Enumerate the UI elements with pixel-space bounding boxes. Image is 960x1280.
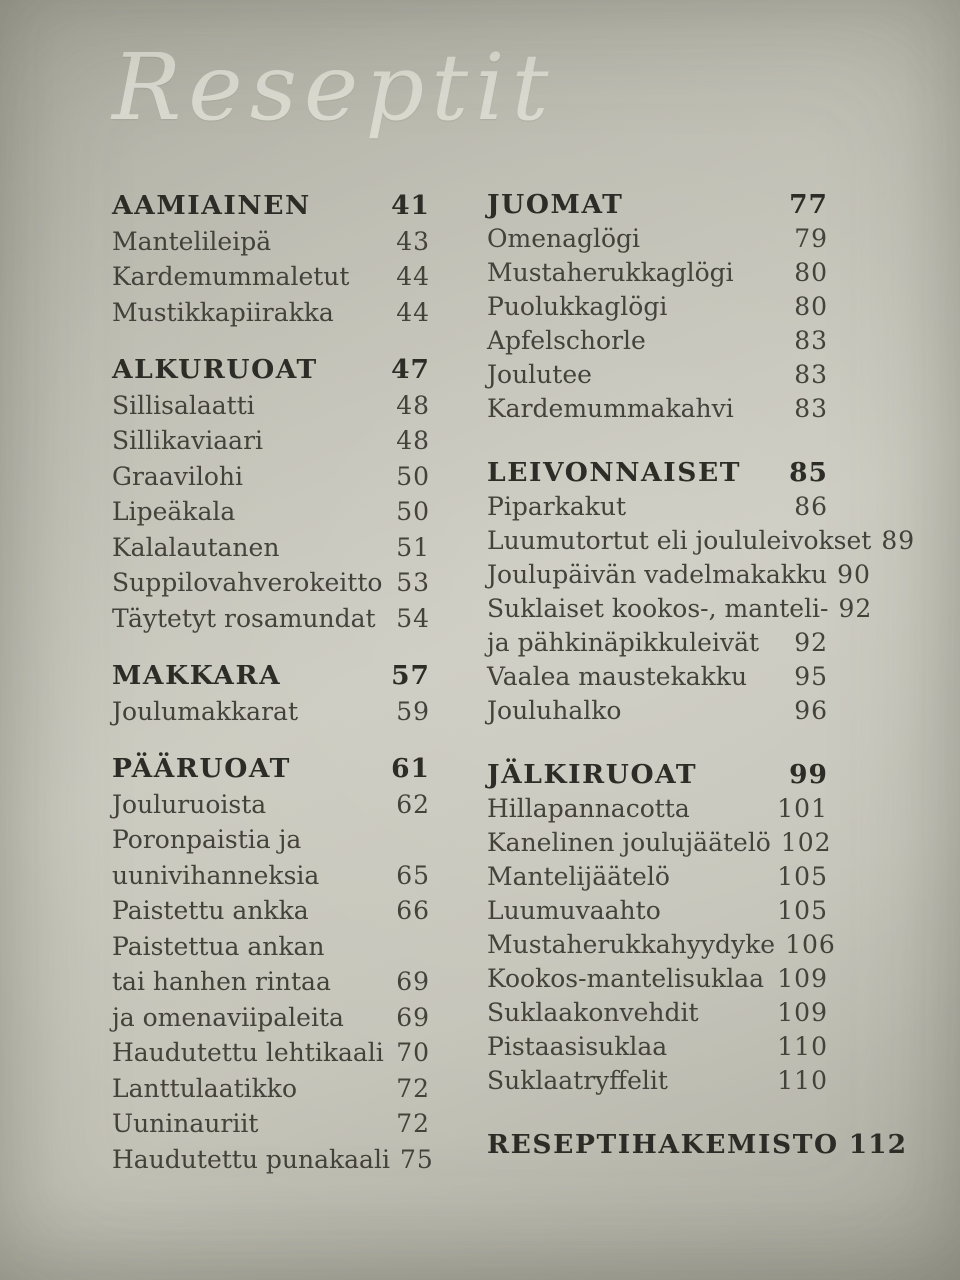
toc-item-row <box>487 524 916 558</box>
item-label: Uuninauriit <box>112 1109 259 1138</box>
toc-section <box>112 352 430 636</box>
toc-item-row <box>112 1000 430 1036</box>
item-label: Poronpaistia ja <box>112 825 302 854</box>
item-label: Haudutettu punakaali <box>112 1144 390 1174</box>
toc-item-row <box>112 530 430 566</box>
section-header-row <box>487 188 828 222</box>
section-title: PÄÄRUOAT <box>112 753 291 784</box>
item-label: Paistettua ankan <box>112 931 325 961</box>
item-page-number: 69 <box>396 1002 430 1032</box>
item-label: Joulumakkarat <box>112 696 298 726</box>
item-label: Suklaatryffelit <box>487 1066 668 1095</box>
section-header-row <box>487 758 828 792</box>
item-label: Haudutettu lehtikaali <box>112 1038 384 1067</box>
toc-item-row <box>487 222 828 256</box>
item-label: Joulupäivän vadelmakakku <box>487 560 828 589</box>
section-title: JUOMAT <box>487 189 624 220</box>
section-title: ALKURUOAT <box>112 354 318 385</box>
item-page-number: 75 <box>399 1144 434 1174</box>
section-title: RESEPTIHAKEMISTO <box>487 1129 839 1160</box>
item-label: Luumuvaahto <box>487 896 661 925</box>
section-title: AAMIAINEN <box>112 190 311 221</box>
item-label: Sillisalaatti <box>112 390 255 420</box>
item-label: ja omenaviipaleita <box>112 1002 344 1032</box>
item-page-number: 83 <box>794 326 828 355</box>
item-label: Mustaherukkaglögi <box>487 258 734 287</box>
section-header-row <box>112 188 430 224</box>
item-label: Suppilovahverokeitto <box>112 568 383 597</box>
item-page-number: 69 <box>396 967 430 996</box>
item-label: Graavilohi <box>112 461 243 491</box>
toc-item-row <box>112 224 430 260</box>
toc-item-row <box>112 601 430 637</box>
item-page-number: 96 <box>794 696 828 725</box>
item-page-number: 48 <box>396 426 430 455</box>
section-page-number: 41 <box>391 190 430 221</box>
section-page-number: 61 <box>391 753 430 784</box>
toc-section <box>112 751 434 1177</box>
item-page-number: 101 <box>777 794 828 823</box>
item-label: Puolukkaglögi <box>487 292 668 321</box>
toc-section <box>487 188 828 426</box>
item-label: Mantelileipä <box>112 226 272 256</box>
item-label: Kalalautanen <box>112 532 280 562</box>
toc-item-row <box>487 626 828 660</box>
toc-item-row <box>112 1071 430 1107</box>
item-page-number: 109 <box>777 964 828 993</box>
item-page-number: 90 <box>837 560 871 589</box>
item-label: Kardemummakahvi <box>487 394 734 423</box>
item-page-number: 79 <box>794 224 828 253</box>
item-page-number: 65 <box>396 860 430 890</box>
toc-item-row <box>487 826 832 860</box>
item-label: Mustikkapiirakka <box>112 297 334 327</box>
item-page-number: 66 <box>396 896 430 925</box>
toc-section <box>112 658 430 729</box>
item-label: Kookos-mantelisuklaa <box>487 964 765 993</box>
item-page-number: 110 <box>777 1066 828 1095</box>
toc-item-row <box>487 962 828 996</box>
item-label: Pistaasisuklaa <box>487 1032 668 1061</box>
section-page-number: 47 <box>391 354 430 385</box>
section-page-number: 85 <box>789 457 828 488</box>
toc-item-row <box>112 259 430 295</box>
toc-item-row <box>112 1142 434 1178</box>
toc-item-row <box>112 893 430 929</box>
item-page-number: 51 <box>396 532 430 562</box>
section-header-row <box>112 751 430 787</box>
item-label: Vaalea maustekakku <box>487 662 748 691</box>
item-page-number: 62 <box>396 789 430 819</box>
toc-item-row <box>112 423 430 459</box>
item-label: Luumutortut eli joululeivokset <box>487 526 872 555</box>
item-page-number: 72 <box>396 1109 430 1138</box>
item-label: Suklaiset kookos-, manteli- <box>487 594 829 623</box>
toc-item-row <box>112 787 430 823</box>
toc-item-row <box>487 894 828 928</box>
toc-column-left <box>112 188 434 1199</box>
toc-item-row <box>487 1030 828 1064</box>
toc-item-row <box>487 392 828 426</box>
section-title: LEIVONNAISET <box>487 457 742 488</box>
toc-item-row <box>487 996 828 1030</box>
toc-item-row <box>112 929 430 965</box>
item-label: ja pähkinäpikkuleivät <box>487 628 760 657</box>
item-label: Hillapannacotta <box>487 794 690 823</box>
section-page-number: 57 <box>391 660 430 691</box>
item-page-number: 105 <box>777 896 828 925</box>
item-page-number: 110 <box>777 1032 828 1061</box>
toc-item-row <box>112 1106 430 1142</box>
item-page-number: 106 <box>785 930 836 959</box>
toc-item-row <box>487 660 828 694</box>
item-page-number: 70 <box>396 1038 430 1067</box>
toc-column-right <box>487 188 916 1192</box>
item-page-number: 44 <box>396 262 430 291</box>
toc-section <box>487 1128 908 1162</box>
toc-item-row <box>487 490 828 524</box>
item-label: Jouluruoista <box>112 789 267 819</box>
item-page-number: 95 <box>794 662 828 691</box>
item-page-number: 80 <box>794 258 828 287</box>
toc-item-row <box>487 324 828 358</box>
toc-item-row <box>487 592 873 626</box>
item-page-number: 83 <box>794 360 828 389</box>
toc-item-row <box>112 494 430 530</box>
item-label: Mustaherukkahyydyke <box>487 930 776 959</box>
item-label: Kanelinen joulujäätelö <box>487 828 771 857</box>
toc-section <box>487 456 916 728</box>
item-page-number: 50 <box>396 461 430 491</box>
item-page-number: 105 <box>777 862 828 891</box>
toc-item-row <box>112 459 430 495</box>
toc-item-row <box>112 565 430 601</box>
toc-item-row <box>112 388 430 424</box>
toc-section <box>487 758 836 1098</box>
section-title: MAKKARA <box>112 660 282 691</box>
toc-item-row <box>487 928 836 962</box>
toc-item-row <box>112 295 430 331</box>
section-header-row <box>487 1128 908 1162</box>
section-header-row <box>112 658 430 694</box>
item-page-number: 80 <box>794 292 828 321</box>
toc-item-row <box>487 860 828 894</box>
toc-item-row <box>112 964 430 1000</box>
item-label: tai hanhen rintaa <box>112 967 331 996</box>
section-page-number: 112 <box>848 1129 908 1160</box>
item-label: Suklaakonvehdit <box>487 998 699 1027</box>
toc-item-row <box>487 558 871 592</box>
toc-item-row <box>487 792 828 826</box>
toc-item-row <box>487 358 828 392</box>
toc-item-row <box>112 694 430 730</box>
toc-section <box>112 188 430 330</box>
item-page-number: 50 <box>396 497 430 526</box>
toc-item-row <box>487 290 828 324</box>
item-page-number: 86 <box>794 492 828 521</box>
toc-item-row <box>112 1035 430 1071</box>
item-page-number: 92 <box>794 628 828 657</box>
item-label: Apfelschorle <box>487 326 646 355</box>
item-page-number: 48 <box>396 390 430 420</box>
item-label: Mantelijäätelö <box>487 862 670 891</box>
item-label: Kardemummaletut <box>112 262 350 291</box>
item-label: Omenaglögi <box>487 224 641 253</box>
item-label: Piparkakut <box>487 492 627 521</box>
toc-item-row <box>487 256 828 290</box>
section-page-number: 77 <box>789 189 828 220</box>
item-label: Lanttulaatikko <box>112 1073 297 1103</box>
item-label: Sillikaviaari <box>112 426 264 455</box>
item-label: Joulutee <box>487 360 592 389</box>
item-label: Täytetyt rosamundat <box>112 603 376 633</box>
item-page-number: 83 <box>794 394 828 423</box>
section-header-row <box>487 456 828 490</box>
section-header-row <box>112 352 430 388</box>
toc-item-row <box>112 822 430 858</box>
item-page-number: 102 <box>780 828 832 857</box>
item-page-number: 44 <box>396 297 430 327</box>
item-page-number: 72 <box>396 1073 430 1103</box>
item-label: uunivihanneksia <box>112 860 320 890</box>
item-page-number: 59 <box>396 696 430 726</box>
item-page-number: 89 <box>881 526 916 555</box>
toc-item-row <box>112 858 430 894</box>
toc-item-row <box>487 1064 828 1098</box>
toc-item-row <box>487 694 828 728</box>
item-page-number: 53 <box>396 568 430 597</box>
item-page-number: 92 <box>838 594 873 623</box>
item-label: Paistettu ankka <box>112 896 309 925</box>
item-page-number: 43 <box>396 226 430 256</box>
item-page-number: 54 <box>396 603 430 633</box>
page-title: Reseptit <box>112 34 556 141</box>
section-page-number: 99 <box>789 759 828 790</box>
section-title: JÄLKIRUOAT <box>487 759 698 790</box>
item-page-number: 109 <box>777 998 828 1027</box>
item-label: Lipeäkala <box>112 497 236 526</box>
item-label: Jouluhalko <box>487 696 622 725</box>
